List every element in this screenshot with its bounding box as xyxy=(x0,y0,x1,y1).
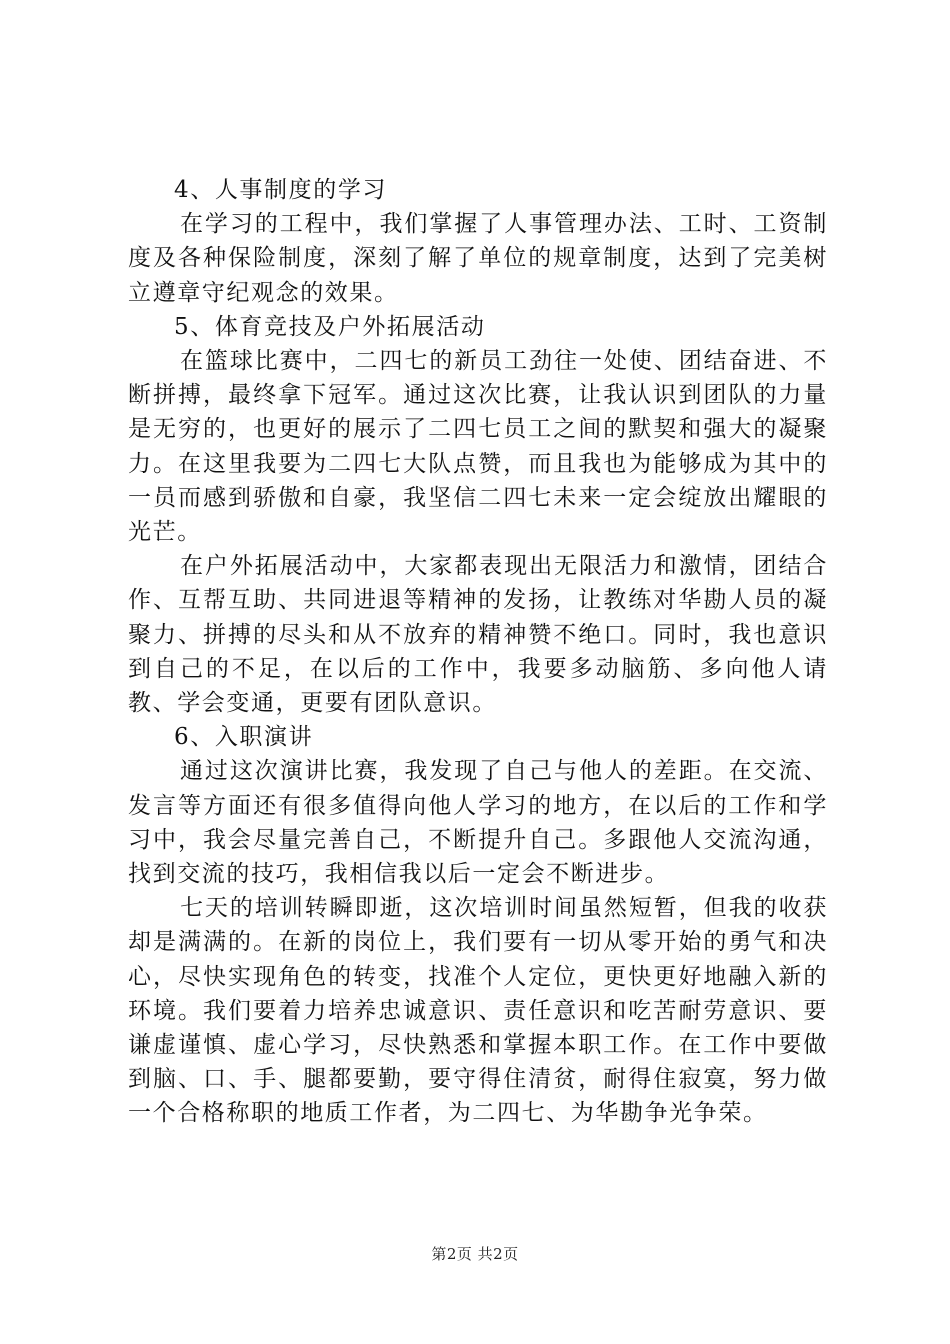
paragraph-outdoor: 在户外拓展活动中，大家都表现出无限活力和激情，团结合作、互帮互助、共同进退等精神的发扬，让教练对华勘人员的凝聚力、拼搏的尽头和从不放弃的精神赞不绝口。同时，我也意识到自己的不足，在以后的工作中，我要多动脑筋、多向他人请教、学会变通，更要有团队意识。 xyxy=(128,553,828,717)
section-heading-speech: 6、入职演讲 xyxy=(174,724,314,751)
paragraph-basketball: 在篮球比赛中，二四七的新员工劲往一处使、团结奋进、不断拼搏，最终拿下冠军。通过这次比赛，让我认识到团队的力量是无穷的，也更好的展示了二四七员工之间的默契和强大的凝聚力。在这里我要为二四七大队点赞，而且我也为能够成为其中的一员而感到骄傲和自豪，我坚信二四七未来一定会绽放出耀眼的光芒。 xyxy=(128,348,828,546)
page-number-footer: 第2页 共2页 xyxy=(431,1245,519,1263)
section-heading-sports: 5、体育竞技及户外拓展活动 xyxy=(174,313,486,340)
paragraph-personnel: 在学习的工程中，我们掌握了人事管理办法、工时、工资制度及各种保险制度，深刻了解了单位的规章制度，达到了完美树立遵章守纪观念的效果。 xyxy=(128,211,828,306)
paragraph-speech: 通过这次演讲比赛，我发现了自己与他人的差距。在交流、发言等方面还有很多值得向他人学习的地方，在以后的工作和学习中，我会尽量完善自己，不断提升自己。多跟他人交流沟通，找到交流的技巧，我相信我以后一定会不断进步。 xyxy=(128,758,828,888)
paragraph-conclusion: 七天的培训转瞬即逝，这次培训时间虽然短暂，但我的收获却是满满的。在新的岗位上，我们要有一切从零开始的勇气和决心，尽快实现角色的转变，找准个人定位，更快更好地融入新的环境。我们要着力培养忠诚意识、责任意识和吃苦耐劳意识、要谦虚谨慎、虚心学习，尽快熟悉和掌握本职工作。在工作中要做到脑、口、手、腿都要勤，要守得住清贫，耐得住寂寞，努力做一个合格称职的地质工作者，为二四七、为华勘争光争荣。 xyxy=(128,895,828,1127)
section-heading-personnel: 4、人事制度的学习 xyxy=(174,177,388,203)
document-body xyxy=(128,173,828,1131)
